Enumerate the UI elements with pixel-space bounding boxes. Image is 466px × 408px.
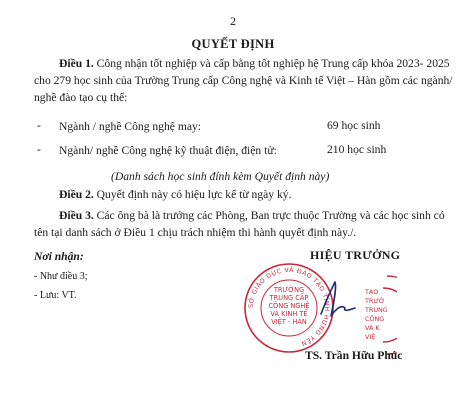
svg-text:VIỆT - HÀN: VIỆT - HÀN — [271, 318, 307, 326]
svg-text:TRUNG CẤP: TRUNG CẤP — [269, 294, 309, 302]
major-bullet: - — [37, 143, 41, 156]
article2-text: Quyết định này có hiệu lực kể từ ngày ký. — [93, 188, 292, 201]
major-count: 210 học sinh — [327, 143, 387, 156]
major-bullet: - — [37, 119, 41, 132]
svg-text:TRUNG: TRUNG — [365, 306, 388, 314]
article3-label: Điều 3. — [59, 209, 94, 222]
major-count: 69 học sinh — [327, 119, 381, 132]
article2-line — [59, 187, 291, 203]
article1-line1 — [59, 56, 450, 72]
signer-role: HIỆU TRƯỞNG — [310, 248, 401, 262]
article1-text-1: Công nhận tốt nghiệp và cấp bằng tốt nghiệp hệ Trung cấp khóa 2023- 2025 — [93, 57, 450, 70]
svg-text:TẠO: TẠO — [365, 288, 379, 296]
recipient-item: - Như điều 3; — [34, 271, 88, 282]
document-title: QUYẾT ĐỊNH — [191, 37, 275, 51]
svg-text:CÔNG: CÔNG — [365, 315, 385, 323]
svg-text:VÀ KINH TẾ: VÀ KINH TẾ — [270, 310, 308, 318]
article3-text-1: Các ông bà là trưởng các Phòng, Ban trực thuộc Trường và các học sinh có — [93, 209, 445, 222]
article1-line2: cho 279 học sinh của Trường Trung cấp Công nghệ và Kinh tế Việt – Hàn gồm các ngành/ — [34, 74, 453, 87]
page-number: 2 — [230, 14, 236, 28]
svg-text:CÔNG NGHỆ: CÔNG NGHỆ — [268, 302, 310, 310]
svg-text:VÀ K: VÀ K — [365, 324, 380, 332]
article3-line2: tên tại danh sách ở Điều 1 chịu trách nhiệm thi hành quyết định này./. — [34, 226, 357, 239]
article3-line1 — [59, 208, 445, 224]
signer-name: TS. Trần Hữu Phúc — [305, 349, 403, 362]
article1-line3: nghề đào tạo cụ thể: — [34, 91, 128, 104]
major-name: Ngành/ nghề Công nghệ kỹ thuật điện, điện tử: — [59, 144, 277, 157]
svg-text:VIỆ: VIỆ — [365, 333, 376, 341]
svg-text:TRƯỜ: TRƯỜ — [365, 297, 385, 305]
article1-label: Điều 1. — [59, 57, 94, 70]
major-name: Ngành / nghề Công nghệ may: — [59, 120, 202, 133]
list-note: (Danh sách học sinh đính kèm Quyết định này) — [111, 170, 330, 183]
svg-text:TRƯỜNG: TRƯỜNG — [273, 286, 305, 294]
svg-text:SỞ GIÁO DỤC VÀ ĐÀO TẠO TỈNH HƯ: SỞ GIÁO DỤC VÀ ĐÀO TẠO TỈNH HƯNG YÊN — [247, 266, 331, 347]
recipients-heading: Nơi nhận: — [34, 250, 84, 263]
recipient-item: - Lưu: VT. — [34, 290, 77, 301]
article2-label: Điều 2. — [59, 188, 94, 201]
